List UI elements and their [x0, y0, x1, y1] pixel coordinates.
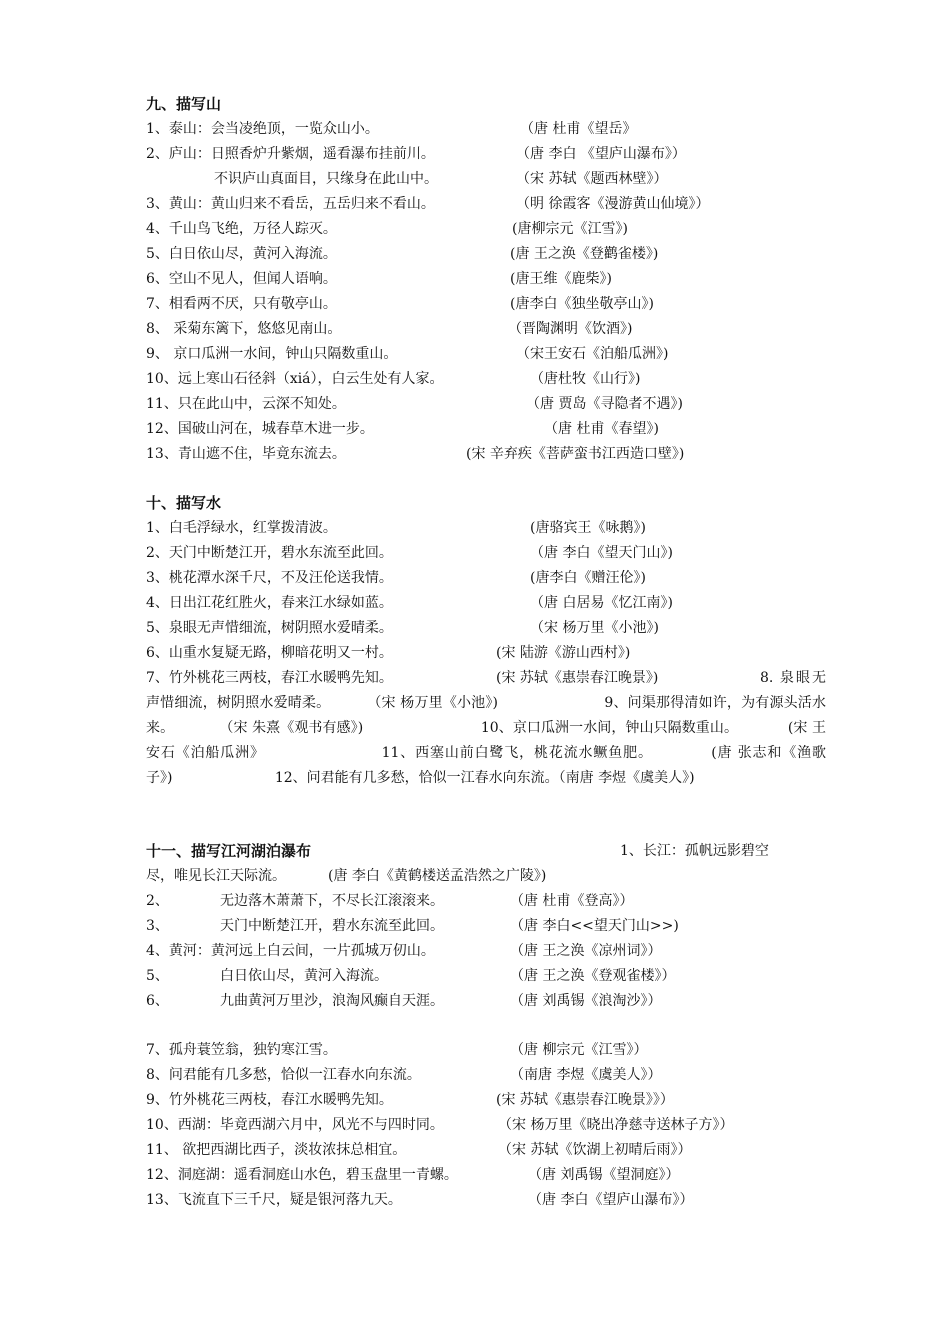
poem-source: （唐 李白《望天门山》)	[530, 545, 673, 561]
poem-text: 13、飞流直下三千尺，疑是银河落九天。	[146, 1192, 402, 1208]
poem-text: 2、天门中断楚江开，碧水东流至此回。	[146, 545, 393, 561]
poem-text: 天门中断楚江开，碧水东流至此回。	[220, 918, 444, 934]
poem-number: 5、	[146, 968, 169, 984]
section-heading-row	[146, 839, 826, 864]
poem-text: 5、白日依山尽，黄河入海流。	[146, 246, 337, 262]
poem-source: （宋王安石《泊船瓜洲》)	[516, 346, 669, 362]
poem-source: （宋 杨万里《小池》)	[367, 695, 498, 711]
poem-text: 2、庐山：日照香炉升紫烟，遥看瀑布挂前川。	[146, 146, 435, 162]
poem-line	[146, 442, 826, 467]
poem-line	[146, 417, 826, 442]
poem-line	[146, 1163, 826, 1188]
poem-line	[146, 142, 826, 167]
poem-text: 尽，唯见长江天际流。	[146, 868, 286, 884]
blank-line	[146, 1014, 826, 1038]
poem-line	[146, 666, 826, 691]
section-rivers-lakes	[146, 839, 826, 1213]
poem-text: 11、西塞山前白鹭飞，桃花流水鳜鱼肥。	[381, 745, 653, 761]
poem-text: 8. 泉眼无声惜细流，树阴照水爱晴柔。	[146, 670, 826, 711]
poem-text: 13、青山遮不住，毕竟东流去。	[146, 446, 346, 462]
poem-line	[146, 217, 826, 242]
poem-text: 6、山重水复疑无路，柳暗花明又一村。	[146, 645, 393, 661]
poem-text: 12、洞庭湖：遥看洞庭山水色，碧玉盘里一青螺。	[146, 1167, 458, 1183]
poem-line	[146, 117, 826, 142]
poem-line	[146, 591, 826, 616]
poem-line	[146, 939, 826, 964]
poem-source: (宋 苏轼《惠崇春江晚景》)	[496, 670, 659, 686]
poem-source: （唐 王之涣《凉州词》）	[510, 943, 662, 959]
poem-text: 12、问君能有几多愁，恰似一江春水向东流。	[274, 770, 559, 786]
poem-text: 3、桃花潭水深千尺，不及汪伦送我情。	[146, 570, 393, 586]
poem-source: （唐 刘禹锡《浪淘沙》）	[510, 993, 662, 1009]
poem-line	[146, 1063, 826, 1088]
poem-source: (宋 王安石《泊船瓜洲》	[146, 720, 826, 761]
poem-line	[146, 616, 826, 641]
poem-line	[146, 292, 826, 317]
poem-source: （宋 杨万里《小池》)	[530, 620, 659, 636]
poem-text: 11、只在此山中，云深不知处。	[146, 396, 346, 412]
poem-source: （唐 李白<<望天门山>>)	[510, 918, 679, 934]
poem-number: 3、	[146, 918, 169, 934]
poem-source: （晋陶渊明《饮酒》)	[508, 321, 633, 337]
poem-source: （宋 苏轼《题西林壁》）	[516, 171, 668, 187]
poem-source: （唐杜牧《山行》)	[530, 371, 641, 387]
poem-source: （唐 杜甫《望岳》	[520, 121, 637, 137]
poem-line	[146, 342, 826, 367]
poem-line	[146, 1088, 826, 1113]
poem-line	[146, 989, 826, 1014]
poem-line	[146, 1113, 826, 1138]
poem-text: 不识庐山真面目，只缘身在此山中。	[214, 171, 438, 187]
poem-text: 7、孤舟蓑笠翁，独钓寒江雪。	[146, 1042, 337, 1058]
poem-line	[146, 1138, 826, 1163]
poem-source: （唐 柳宗元《江雪》）	[510, 1042, 648, 1058]
poem-source: （唐 贾岛《寻隐者不遇》)	[526, 396, 683, 412]
section-heading: 十一、描写江河湖泊瀑布	[146, 842, 312, 860]
poem-source: （南唐 李煜《虞美人》)	[558, 770, 695, 786]
poem-text: 10、京口瓜洲一水间，钟山只隔数重山。	[480, 720, 739, 736]
poem-text: 白日依山尽，黄河入海流。	[220, 968, 388, 984]
poem-text: 12、国破山河在，城春草木进一步。	[146, 421, 374, 437]
poem-text: 10、远上寒山石径斜（xiá），白云生处有人家。	[146, 371, 444, 387]
section-heading: 九、描写山	[146, 95, 222, 113]
poem-source: (唐 王之涣《登鹳雀楼》)	[510, 246, 659, 262]
poem-source: (唐李白《赠汪伦》)	[530, 570, 646, 586]
poem-source: （唐 李白 《望庐山瀑布》）	[516, 146, 686, 162]
poem-text: 3、黄山：黄山归来不看岳，五岳归来不看山。	[146, 196, 435, 212]
poem-text: 1、长江：孤帆远影碧空	[620, 843, 769, 859]
poem-source: （唐 白居易《忆江南》)	[530, 595, 673, 611]
poem-source: （唐 杜甫《登高》）	[510, 893, 634, 909]
poem-source: （明 徐霞客《漫游黄山仙境》）	[516, 196, 710, 212]
poem-source: （南唐 李煜《虞美人》）	[510, 1067, 662, 1083]
section-heading: 十、描写水	[146, 494, 222, 512]
poem-line	[146, 964, 826, 989]
poem-line	[146, 864, 826, 889]
poem-text: 7、相看两不厌，只有敬亭山。	[146, 296, 337, 312]
poem-text: 9、 京口瓜洲一水间，钟山只隔数重山。	[146, 346, 398, 362]
poem-source: (宋 辛弃疾《菩萨蛮书江西造口壁》)	[466, 446, 685, 462]
poem-text: 1、泰山：会当凌绝顶，一览众山小。	[146, 121, 379, 137]
poem-line	[146, 167, 826, 192]
poem-line	[146, 267, 826, 292]
poem-text: 1、白毛浮绿水，红掌拨清波。	[146, 520, 337, 536]
poem-source: （唐 王之涣《登观雀楼》）	[510, 968, 676, 984]
poem-line	[146, 641, 826, 666]
poem-text: 11、 欲把西湖比西子，淡妆浓抹总相宜。	[146, 1142, 407, 1158]
poem-number: 6、	[146, 993, 169, 1009]
poem-line	[146, 317, 826, 342]
poem-line	[146, 392, 826, 417]
section-water	[146, 491, 826, 791]
poem-source: （唐 李白《望庐山瀑布》）	[528, 1192, 694, 1208]
poem-source: (唐骆宾王《咏鹅》)	[530, 520, 646, 536]
poem-text: 9、问渠那得清如许，为有源头活水来。	[146, 695, 826, 736]
poem-source: (宋 陆游《游山西村》)	[496, 645, 631, 661]
poem-text: 4、千山鸟飞绝，万径人踪灭。	[146, 221, 337, 237]
poem-text: 5、泉眼无声惜细流，树阴照水爱晴柔。	[146, 620, 393, 636]
poem-line	[146, 367, 826, 392]
poem-text: 6、空山不见人，但闻人语响。	[146, 271, 337, 287]
poem-source: (唐李白《独坐敬亭山》)	[510, 296, 654, 312]
poem-line	[146, 192, 826, 217]
poem-source: (唐柳宗元《江雪》)	[512, 221, 628, 237]
poem-source: （唐 刘禹锡《望洞庭》）	[528, 1167, 680, 1183]
poem-source: （宋 朱熹《观书有感》)	[219, 720, 364, 736]
poem-source: (唐 李白《黄鹤楼送孟浩然之广陵》)	[328, 868, 547, 884]
poem-source: (宋 苏轼《惠崇春江晚景》》）	[496, 1092, 674, 1108]
section-mountains	[146, 92, 826, 467]
poem-text: 7、竹外桃花三两枝，春江水暖鸭先知。	[146, 670, 393, 686]
poem-source: (唐王维《鹿柴》)	[510, 271, 612, 287]
poem-source: （唐 杜甫《春望》)	[544, 421, 659, 437]
poem-line	[146, 914, 826, 939]
poem-text: 无边落木萧萧下，不尽长江滚滚来。	[220, 893, 444, 909]
poem-source: （宋 杨万里《晓出净慈寺送林子方》）	[498, 1117, 734, 1133]
poem-line	[146, 1188, 826, 1213]
poem-text: 8、 采菊东篱下，悠悠见南山。	[146, 321, 342, 337]
poem-source: （宋 苏轼《饮湖上初晴后雨》）	[498, 1142, 692, 1158]
poem-source: (唐 张志和《渔歌子》)	[146, 745, 826, 786]
poem-line	[146, 1038, 826, 1063]
poem-text: 4、日出江花红胜火，春来江水绿如蓝。	[146, 595, 393, 611]
poem-text: 10、西湖：毕竟西湖六月中，风光不与四时同。	[146, 1117, 444, 1133]
poem-text: 4、黄河：黄河远上白云间，一片孤城万仞山。	[146, 943, 435, 959]
poem-line	[146, 541, 826, 566]
poem-number: 2、	[146, 893, 169, 909]
poem-text: 8、问君能有几多愁，恰似一江春水向东流。	[146, 1067, 421, 1083]
poem-line	[146, 516, 826, 541]
poem-line	[146, 566, 826, 591]
poem-text: 九曲黄河万里沙，浪淘风癫自天涯。	[220, 993, 444, 1009]
poem-line	[146, 889, 826, 914]
poem-line	[146, 242, 826, 267]
poem-text: 9、竹外桃花三两枝，春江水暖鸭先知。	[146, 1092, 393, 1108]
